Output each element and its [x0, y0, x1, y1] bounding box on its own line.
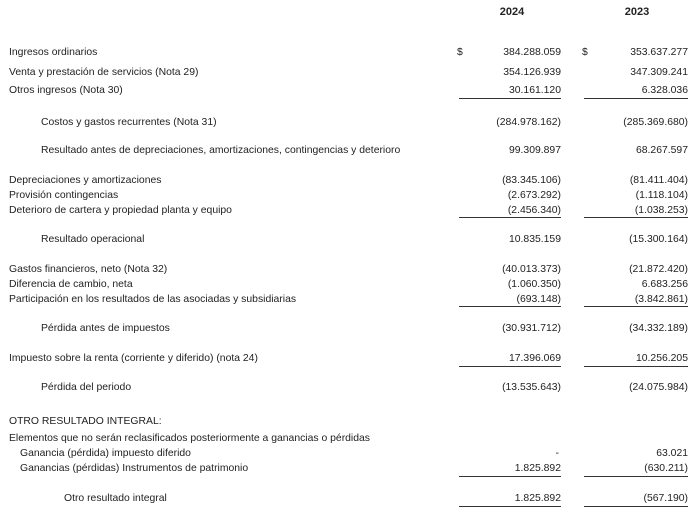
value-2024: (13.535.643)	[502, 382, 561, 393]
table-row	[0, 204, 700, 218]
table-row	[0, 447, 700, 461]
currency-symbol: $	[582, 47, 588, 58]
value-2023: (24.075.984)	[629, 382, 688, 393]
row-label: Deterioro de cartera y propiedad planta y equipo	[9, 205, 232, 216]
value-2023: (3.842.861)	[634, 294, 688, 305]
value-2023: 10.256.205	[635, 353, 688, 364]
header-year-2023: 2023	[624, 6, 650, 18]
underline	[584, 98, 688, 99]
value-2023: 347.309.241	[630, 67, 688, 78]
table-row	[0, 66, 700, 80]
value-2024: (40.013.373)	[502, 264, 561, 275]
underline	[459, 476, 561, 477]
value-2023: (1.118.104)	[635, 190, 688, 201]
value-2024: 10.835.159	[508, 234, 561, 245]
value-2023: 68.267.597	[635, 145, 688, 156]
table-row	[0, 322, 700, 336]
value-2023: 6.328.036	[641, 85, 688, 96]
underline	[584, 476, 688, 477]
table-row	[0, 492, 700, 506]
underline	[459, 306, 561, 307]
row-label: Pérdida antes de impuestos	[41, 323, 170, 334]
row-label: Ganancia (pérdida) impuesto diferido	[20, 448, 191, 459]
table-row	[0, 174, 700, 188]
currency-symbol: $	[457, 47, 463, 58]
header-year-2024: 2024	[499, 6, 525, 18]
value-2023: 6.683.256	[641, 279, 688, 290]
underline	[459, 506, 561, 507]
value-2023: (567.190)	[643, 493, 688, 504]
row-label: OTRO RESULTADO INTEGRAL:	[9, 416, 162, 427]
row-label: Participación en los resultados de las asociadas y subsidiarias	[9, 294, 297, 305]
row-label: Gastos financieros, neto (Nota 32)	[9, 264, 168, 275]
value-2023: 353.637.277	[630, 47, 688, 58]
row-label: Provisión contingencias	[9, 190, 119, 201]
table-row	[0, 293, 700, 307]
value-2023: 63.021	[656, 448, 688, 459]
value-2024: 1.825.892	[514, 493, 561, 504]
row-label: Impuesto sobre la renta (corriente y diferido) (nota 24)	[9, 353, 258, 364]
value-2024: (2.673.292)	[507, 190, 561, 201]
row-label: Elementos que no serán reclasificados posteriormente a ganancias o pérdidas	[9, 433, 370, 444]
value-2024: 17.396.069	[508, 353, 561, 364]
table-row	[0, 144, 700, 158]
value-2024: 1.825.892	[514, 463, 561, 474]
underline	[459, 98, 561, 99]
row-label: Depreciaciones y amortizaciones	[9, 175, 162, 186]
value-2024: 354.126.939	[503, 67, 561, 78]
value-2023: (1.038.253)	[634, 205, 688, 216]
value-2023: (21.872.420)	[629, 264, 688, 275]
value-2024: -	[555, 448, 559, 459]
value-2024: (1.060.350)	[507, 279, 561, 290]
value-2023: (285.369.680)	[623, 117, 688, 128]
value-2024: (284.978.162)	[496, 117, 561, 128]
value-2023: (34.332.189)	[629, 323, 688, 334]
table-row	[0, 116, 700, 130]
section-subheading	[0, 432, 700, 446]
table-row	[0, 84, 700, 98]
value-2023: (630.211)	[644, 463, 688, 474]
table-row	[0, 278, 700, 292]
value-2023: (81.411.404)	[629, 175, 688, 186]
value-2024: (83.345.106)	[502, 175, 561, 186]
row-label: Resultado antes de depreciaciones, amortizaciones, contingencias y deterioro	[41, 145, 401, 156]
row-label: Resultado operacional	[41, 234, 145, 245]
section-heading	[0, 415, 700, 429]
table-row	[0, 462, 700, 476]
row-label: Venta y prestación de servicios (Nota 29)	[9, 67, 199, 78]
table-row	[0, 381, 700, 395]
underline	[459, 217, 561, 218]
table-row	[0, 233, 700, 247]
underline	[584, 366, 688, 367]
value-2024: 99.309.897	[508, 145, 561, 156]
table-row	[0, 46, 700, 60]
row-label: Ingresos ordinarios	[9, 47, 98, 58]
row-label: Pérdida del periodo	[41, 382, 132, 393]
value-2024: 384.288.059	[503, 47, 561, 58]
underline	[459, 366, 561, 367]
underline	[584, 217, 688, 218]
value-2024: (2.456.340)	[507, 205, 561, 216]
row-label: Costos y gastos recurrentes (Nota 31)	[41, 117, 217, 128]
table-row	[0, 352, 700, 366]
row-label: Otros ingresos (Nota 30)	[9, 85, 123, 96]
row-label: Diferencia de cambio, neta	[9, 279, 133, 290]
underline	[584, 306, 688, 307]
table-row	[0, 189, 700, 203]
value-2023: (15.300.164)	[629, 234, 688, 245]
table-row	[0, 263, 700, 277]
value-2024: (693.148)	[516, 294, 561, 305]
row-label: Ganancias (pérdidas) Instrumentos de patrimonio	[20, 463, 249, 474]
value-2024: 30.161.120	[508, 85, 561, 96]
value-2024: (30.931.712)	[502, 323, 561, 334]
underline	[584, 506, 688, 507]
row-label: Otro resultado integral	[64, 493, 167, 504]
